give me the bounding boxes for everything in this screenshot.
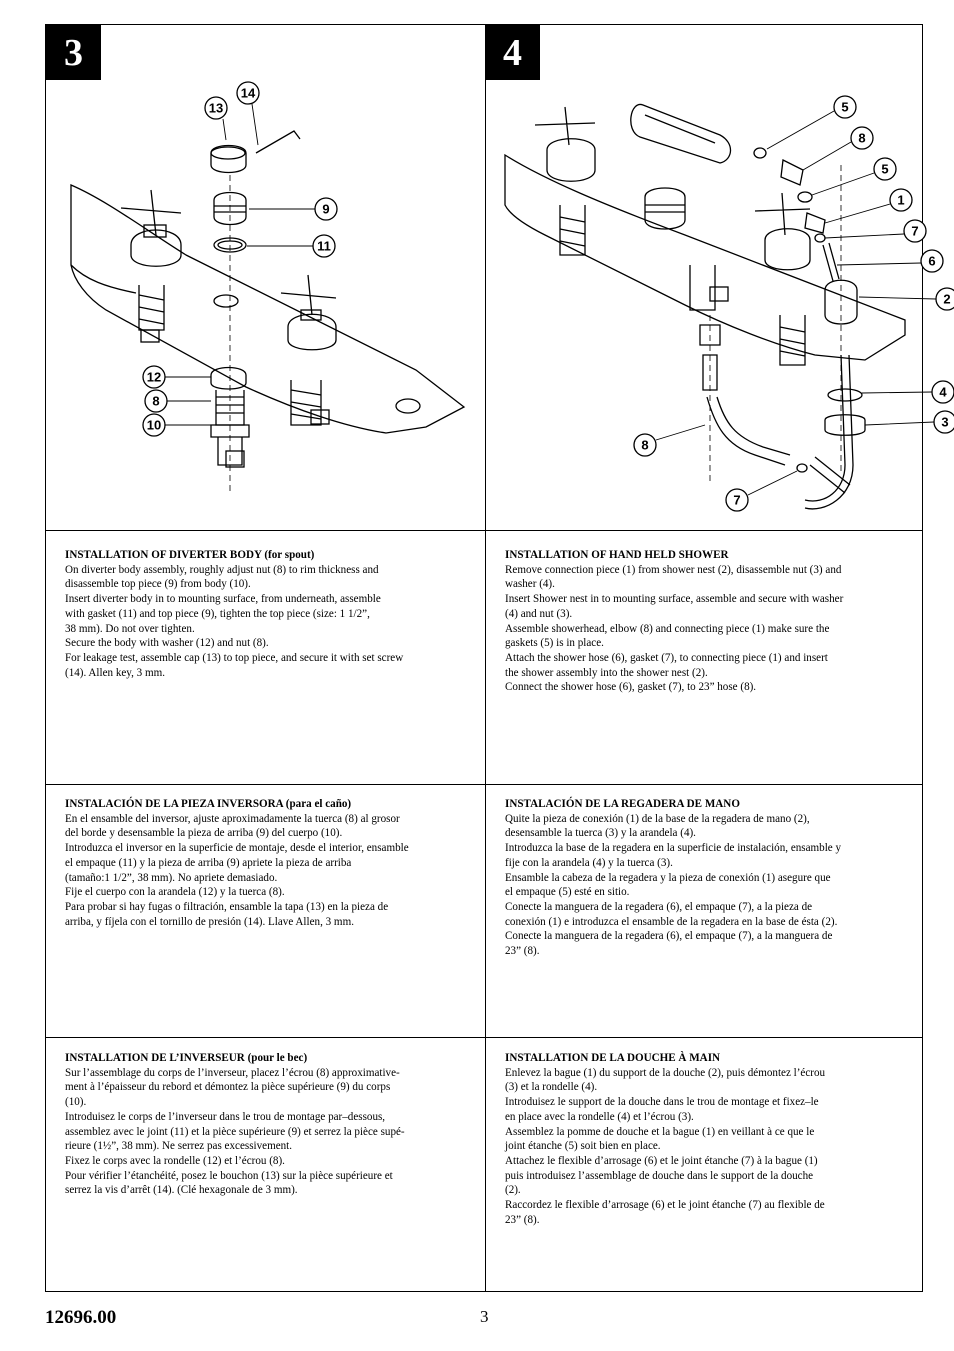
- text-line: For leakage test, assemble cap (13) to top piece, and secure it with set screw: [65, 651, 404, 664]
- callout-8: 8: [152, 393, 160, 409]
- callout-7-bottom: 7: [733, 492, 741, 508]
- text-line: Introduisez le support de la douche dans le trou de montage et fixez–le: [505, 1096, 819, 1109]
- text-line: serrez la vis d’arrêt (14). (Clé hexagonale de 3 mm).: [65, 1184, 298, 1197]
- text-line: On diverter body assembly, roughly adjust nut (8) to rim thickness and: [65, 563, 379, 576]
- text-line: Assemblez la pomme de douche et la bague (1) en veillant à ce que le: [505, 1125, 815, 1138]
- text-line: (14). Allen key, 3 mm.: [65, 666, 166, 679]
- text-line: Fije el cuerpo con la arandela (12) y la tuerca (8).: [65, 886, 285, 899]
- callout-6: 6: [928, 253, 936, 269]
- text-line: conexión (1) e introduzca el ensamble de la regadera en la base de ésta (2).: [505, 915, 838, 928]
- text-line: Enlevez la bague (1) du support de la douche (2), puis démontez l’écrou: [505, 1066, 826, 1079]
- callout-7-top: 7: [911, 223, 919, 239]
- es-shower-heading: INSTALACIÓN DE LA REGADERA DE MANO: [505, 798, 740, 810]
- text-line: Insert diverter body in to mounting surface, from underneath, assemble: [65, 593, 381, 606]
- callout-8-bottom: 8: [641, 437, 649, 453]
- callout-10: 10: [146, 417, 162, 433]
- page-number: 3: [480, 1307, 489, 1326]
- text-line: Quite la pieza de conexión (1) de la base de la regadera de mano (2),: [505, 812, 810, 825]
- text-line: gaskets (5) is in place.: [505, 637, 604, 650]
- text-line: Ensamble la cabeza de la regadera y la pieza de conexión (1) asegure que: [505, 871, 831, 884]
- es-diverter-instructions: [65, 797, 465, 929]
- text-line: rieure (1½”, 38 mm). Ne serrez pas excessivement.: [65, 1140, 293, 1153]
- diverter-installation-figure: [46, 25, 484, 530]
- step-number-3: 3: [46, 25, 101, 80]
- callout-5-top: 5: [841, 99, 849, 115]
- en-diverter-heading: INSTALLATION OF DIVERTER BODY (for spout): [65, 549, 315, 561]
- callout-11: 11: [317, 238, 331, 254]
- en-shower-instructions: [505, 548, 905, 695]
- callout-5-mid: 5: [881, 161, 889, 177]
- text-line: arriba, y fíjela con el tornillo de presión (14). Llave Allen, 3 mm.: [65, 915, 354, 928]
- text-line: disassemble top piece (9) from body (10).: [65, 578, 251, 591]
- row-divider-3: [46, 1037, 922, 1038]
- text-line: ment à l’épaisseur du rebord et démontez la pièce supérieure (9) du corps: [65, 1081, 391, 1094]
- text-line: Introduzca el inversor en la superficie de montaje, desde el interior, ensamble: [65, 842, 409, 855]
- es-diverter-heading: INSTALACIÓN DE LA PIEZA INVERSORA (para el caño): [65, 798, 352, 810]
- text-line: (10).: [65, 1096, 87, 1109]
- text-line: 38 mm). Do not over tighten.: [65, 622, 195, 635]
- text-line: (tamaño:1 1/2”, 38 mm). No apriete demasiado.: [65, 871, 278, 884]
- text-line: (4) and nut (3).: [505, 607, 573, 620]
- text-line: Assemble showerhead, elbow (8) and connecting piece (1) make sure the: [505, 622, 830, 635]
- callout-12: 12: [146, 369, 162, 385]
- text-line: En el ensamble del inversor, ajuste aproximadamente la tuerca (8) al grosor: [65, 812, 400, 825]
- step-number-4: 4: [485, 25, 540, 80]
- text-line: el empaque (5) esté en sitio.: [505, 886, 630, 899]
- text-line: en place avec la rondelle (4) et l’écrou (3).: [505, 1110, 694, 1123]
- text-line: Conecte la manguera de la regadera (6), el empaque (7), a la pieza de: [505, 900, 813, 913]
- fr-diverter-instructions: [65, 1051, 465, 1198]
- callout-2: 2: [943, 291, 951, 307]
- en-diverter-instructions: [65, 548, 465, 680]
- text-line: puis introduisez l’assemblage de douche dans le support de la douche: [505, 1169, 814, 1182]
- callout-13: 13: [208, 100, 224, 116]
- text-line: Introduzca la base de la regadera en la superficie de instalación, ensamble y: [505, 842, 842, 855]
- text-line: Remove connection piece (1) from shower nest (2), disassemble nut (3) and: [505, 563, 842, 576]
- text-line: Fixez le corps avec la rondelle (12) et l’écrou (8).: [65, 1154, 285, 1167]
- text-line: assemblez avec le joint (11) et la pièce supérieure (9) et serrez la pièce supé-: [65, 1125, 405, 1138]
- callout-1: 1: [897, 192, 905, 208]
- row-divider-2: [46, 784, 922, 785]
- text-line: Raccordez le flexible d’arrosage (6) et le joint étanche (7) au flexible de: [505, 1199, 825, 1212]
- callout-14: 14: [240, 85, 256, 101]
- text-line: (2).: [505, 1184, 521, 1197]
- callout-8-top: 8: [858, 130, 866, 146]
- hand-shower-installation-figure: [485, 25, 951, 530]
- text-line: Secure the body with washer (12) and nut (8).: [65, 637, 269, 650]
- en-shower-heading: INSTALLATION OF HAND HELD SHOWER: [505, 549, 729, 561]
- es-shower-instructions: [505, 797, 905, 959]
- callout-3: 3: [941, 414, 949, 430]
- text-line: Introduisez le corps de l’inverseur dans le trou de montage par–dessous,: [65, 1110, 386, 1123]
- text-line: with gasket (11) and top piece (9), tighten the top piece (size: 1 1/2”,: [65, 607, 370, 620]
- text-line: Sur l’assemblage du corps de l’inverseur, placez l’écrou (8) approximative-: [65, 1066, 400, 1079]
- text-line: (3) et la rondelle (4).: [505, 1081, 598, 1094]
- text-line: 23” (8).: [505, 1213, 540, 1226]
- text-line: el empaque (11) y la pieza de arriba (9) apriete la pieza de arriba: [65, 856, 352, 869]
- row-divider-1: [46, 530, 922, 531]
- text-line: Connect the shower hose (6), gasket (7), to 23” hose (8).: [505, 681, 757, 694]
- text-line: Conecte la manguera de la regadera (6), el empaque (7), a la manguera de: [505, 930, 833, 943]
- text-line: desensamble la tuerca (3) y la arandela (4).: [505, 827, 696, 840]
- text-line: washer (4).: [505, 578, 555, 591]
- text-line: 23” (8).: [505, 945, 540, 958]
- document-code: 12696.00: [45, 1307, 117, 1328]
- text-line: the shower assembly into the shower nest (2).: [505, 666, 708, 679]
- text-line: Pour vérifier l’étanchéité, posez le bouchon (13) sur la pièce supérieure et: [65, 1169, 393, 1182]
- fr-shower-heading: INSTALLATION DE LA DOUCHE À MAIN: [505, 1052, 721, 1064]
- callout-4: 4: [939, 384, 947, 400]
- callout-9: 9: [322, 201, 330, 217]
- text-line: Attachez le flexible d’arrosage (6) et le joint étanche (7) à la bague (1): [505, 1154, 818, 1167]
- text-line: Para probar si hay fugas o filtración, ensamble la tapa (13) en la pieza de: [65, 900, 389, 913]
- fr-diverter-heading: INSTALLATION DE L’INVERSEUR (pour le bec): [65, 1052, 308, 1064]
- text-line: Attach the shower hose (6), gasket (7), to connecting piece (1) and insert: [505, 651, 828, 664]
- fr-shower-instructions: [505, 1051, 905, 1227]
- text-line: del borde y desensamble la pieza de arriba (9) del cuerpo (10).: [65, 827, 343, 840]
- text-line: fije con la arandela (4) y la tuerca (3).: [505, 856, 673, 869]
- instruction-grid: [45, 24, 951, 1292]
- text-line: joint étanche (5) soit bien en place.: [505, 1140, 661, 1153]
- text-line: Insert Shower nest in to mounting surface, assemble and secure with washer: [505, 593, 844, 606]
